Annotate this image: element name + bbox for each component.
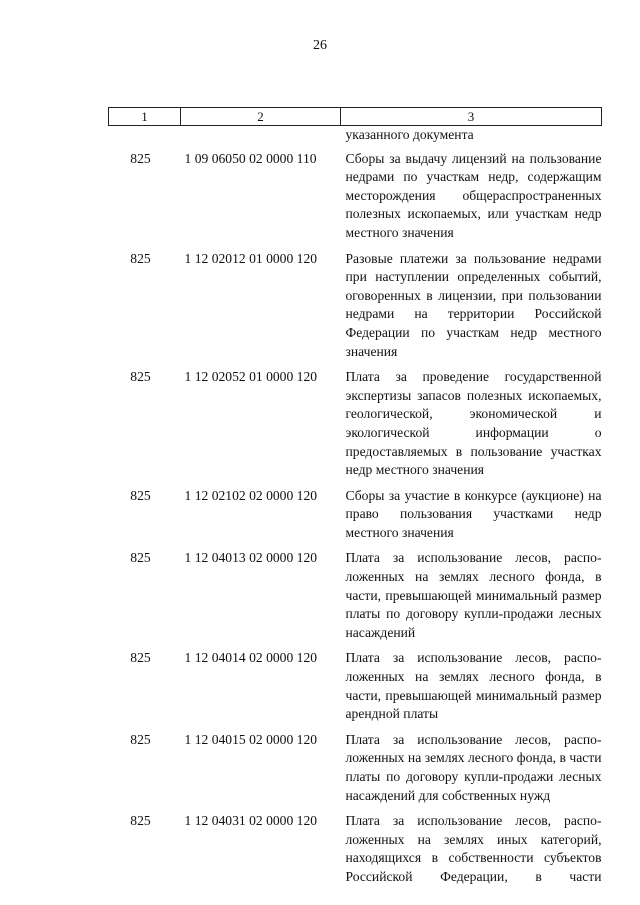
admin-code-cell: 825: [130, 813, 151, 829]
description-cell: Плата за проведение государственной экспертизы запасов полезных ископаемых, геологической, экономической и экологической информации о предоставляемых в пользование участках недр местного значения: [345, 369, 602, 478]
table-header-row: [109, 108, 602, 126]
table-row: [109, 149, 602, 249]
admin-code-cell: 825: [130, 369, 151, 385]
table-row: [109, 367, 602, 486]
description-cell: Плата за использование лесов, расположенных на землях лесного фонда, в части платы по договору купли-продажи лесных насаждений для собственных нужд: [345, 731, 602, 803]
admin-code-cell: 825: [130, 731, 151, 747]
description-cell: Сборы за участие в конкурсе (аукционе) на право пользования участками недр местного значения: [345, 487, 602, 540]
continuation-row: [109, 126, 602, 149]
column-header-2: 2: [181, 108, 341, 126]
revenue-code-cell: 1 12 04015 02 0000 120: [184, 731, 318, 747]
table-row: [109, 486, 602, 549]
revenue-codes-table: [108, 107, 602, 893]
description-cell: Разовые платежи за пользование недрами при наступлении определенных событий, оговоренных в лицензии, при пользовании недрами на территории Российской Федерации по участкам недр местного значения: [345, 250, 602, 359]
column-header-3: 3: [341, 108, 602, 126]
column-header-1: 1: [109, 108, 181, 126]
table-row: [109, 249, 602, 368]
continuation-empty-cell: [181, 126, 341, 149]
table-row: [109, 730, 602, 811]
admin-code-cell: 825: [130, 650, 151, 666]
admin-code-cell: 825: [130, 487, 151, 503]
revenue-code-cell: 1 12 02012 01 0000 120: [184, 250, 318, 266]
admin-code-cell: 825: [130, 250, 151, 266]
revenue-code-cell: 1 12 04013 02 0000 120: [184, 550, 318, 566]
table-row: [109, 548, 602, 648]
revenue-code-cell: 1 12 02102 02 0000 120: [184, 487, 318, 503]
table-row: [109, 648, 602, 729]
revenue-code-cell: 1 12 04014 02 0000 120: [184, 650, 318, 666]
continuation-text: указанного документа: [345, 127, 474, 142]
description-cell: Сборы за выдачу лицензий на пользование недрами по участкам недр, содержащим месторождения общераспространенных полезных ископаемых, или участкам недр местного значения: [345, 150, 602, 240]
description-cell: Плата за использование лесов, расположенных на землях лесного фонда, в части, превышающей минимальный размер платы по договору купли-продажи лесных насаждений: [345, 550, 602, 640]
revenue-code-cell: 1 12 02052 01 0000 120: [184, 369, 318, 385]
revenue-code-cell: 1 09 06050 02 0000 110: [184, 150, 317, 166]
continuation-empty-cell: [109, 126, 181, 149]
admin-code-cell: 825: [130, 550, 151, 566]
page-number: 26: [313, 38, 327, 53]
table-row: [109, 811, 602, 892]
revenue-code-cell: 1 12 04031 02 0000 120: [184, 813, 318, 829]
description-cell: Плата за использование лесов, расположенных на землях лесного фонда, в части, превышающей минимальный размер арендной платы: [345, 650, 602, 722]
admin-code-cell: 825: [130, 150, 151, 166]
description-cell: Плата за использование лесов, расположенных на землях иных категорий, находящихся в собственности субъектов Российской Федерации, в части: [345, 813, 602, 884]
